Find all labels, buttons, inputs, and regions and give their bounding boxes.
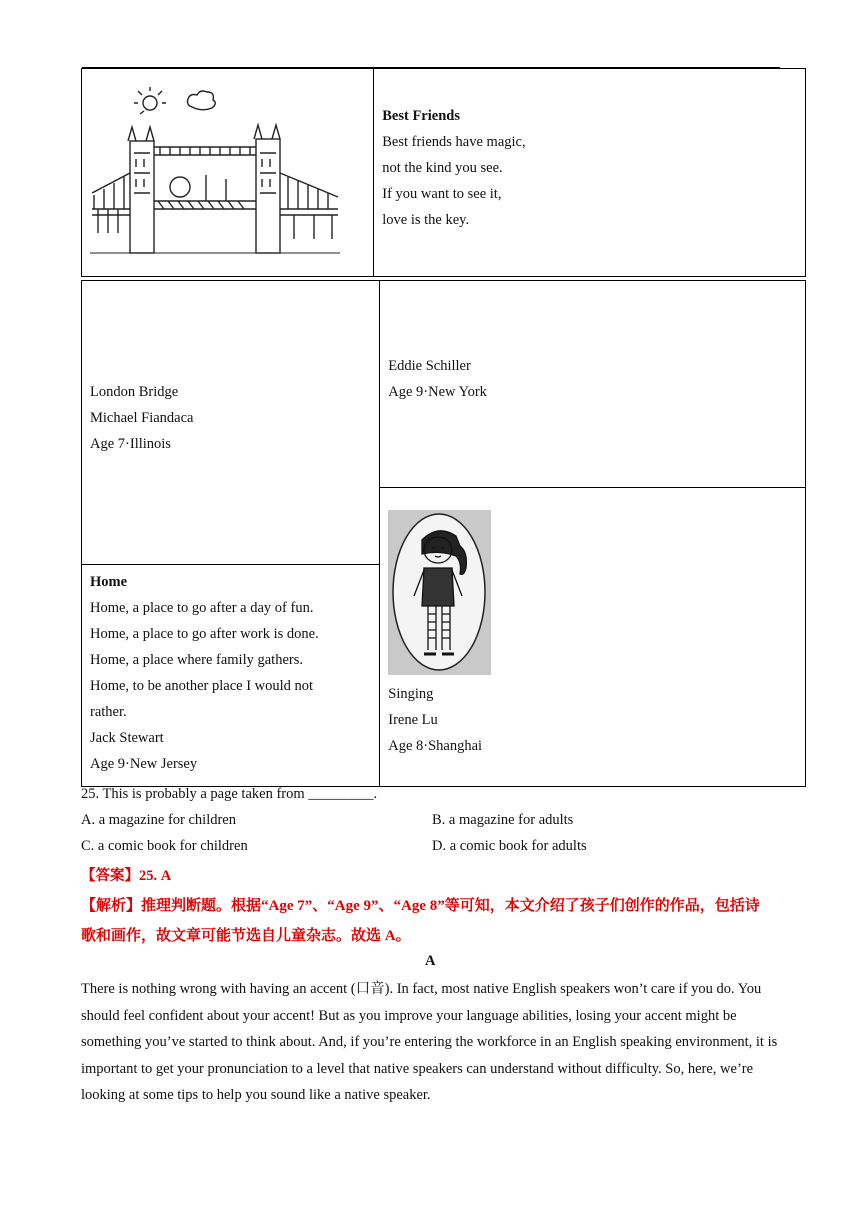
- home-line-2: Home, a place to go after work is done.: [90, 626, 319, 642]
- london-bridge-title: London Bridge: [90, 384, 179, 400]
- table-top: [81, 68, 806, 277]
- home-line-4: Home, to be another place I would not: [90, 678, 314, 694]
- singing-title: Singing: [388, 686, 434, 702]
- london-bridge-credit-cell: [82, 281, 380, 565]
- explanation-line-1: 【解析】推理判断题。根据“Age 7”、“Age 9”、“Age 8”等可知，本文介绍了孩子们创作的作品，包括诗: [81, 898, 760, 914]
- best-friends-poem-cell: [374, 69, 806, 277]
- best-friends-credit-cell: [380, 281, 806, 488]
- home-title: Home: [90, 574, 128, 590]
- passage-heading: A: [425, 953, 436, 969]
- best-friends-line-3: If you want to see it,: [382, 186, 502, 202]
- home-line-3: Home, a place where family gathers.: [90, 652, 303, 668]
- singing-drawing: [388, 510, 491, 675]
- singing-info: Age 8·Shanghai: [388, 738, 483, 754]
- explanation-line-2: 歌和画作，故文章可能节选自儿童杂志。故选 A。: [81, 928, 411, 944]
- london-bridge-drawing-cell: [82, 69, 374, 277]
- question-stem: 25. This is probably a page taken from _________.: [81, 786, 378, 802]
- singing-author: Irene Lu: [388, 712, 438, 728]
- passage-text: There is nothing wrong with having an accent (口音). In fact, most native English speakers won’t care if you do. You should feel confident about your accent! But as you improve your language abilities, losing your accent might be something you’ve started to think about. And, if you’re entering the workforce in an English speaking environment, it is important to get your pronunciation to a level that native speakers can understand without difficulty. So, here, we’re looking at some tips to help you sound like a native speaker.: [81, 981, 778, 1103]
- option-b: B. a magazine for adults: [432, 812, 574, 828]
- singing-cell: [380, 488, 806, 787]
- table-bottom: [81, 280, 806, 787]
- home-line-5: rather.: [90, 704, 127, 720]
- best-friends-author: Eddie Schiller: [388, 358, 471, 374]
- best-friends-line-4: love is the key.: [382, 212, 470, 228]
- london-bridge-drawing: [88, 83, 348, 263]
- london-bridge-author: Michael Fiandaca: [90, 410, 194, 426]
- answer-label: 【答案】25. A: [81, 868, 172, 884]
- best-friends-title: Best Friends: [382, 108, 460, 124]
- best-friends-line-1: Best friends have magic,: [382, 134, 526, 150]
- home-author: Jack Stewart: [90, 730, 164, 746]
- option-c: C. a comic book for children: [81, 838, 248, 854]
- best-friends-line-2: not the kind you see.: [382, 160, 503, 176]
- option-a: A. a magazine for children: [81, 812, 236, 828]
- home-info: Age 9·New Jersey: [90, 756, 198, 772]
- home-poem-cell: [82, 565, 380, 787]
- home-line-1: Home, a place to go after a day of fun.: [90, 600, 314, 616]
- london-bridge-info: Age 7·Illinois: [90, 436, 171, 452]
- option-d: D. a comic book for adults: [432, 838, 587, 854]
- best-friends-info: Age 9·New York: [388, 384, 487, 400]
